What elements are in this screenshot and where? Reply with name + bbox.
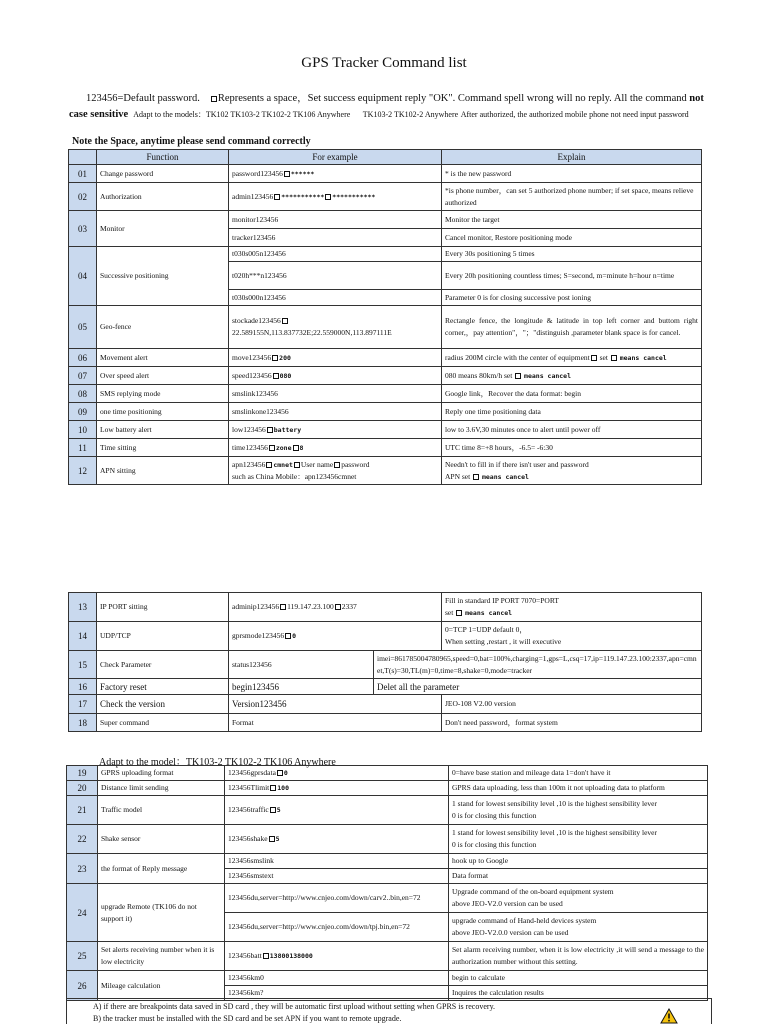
row-example: t020h***n123456	[229, 262, 442, 290]
table-row	[67, 942, 708, 971]
row-explain: 1 stand for lowest sensibility level ,10 is the highest sensibility lever 0 is for closing this function	[449, 825, 708, 854]
space-box-icon	[473, 474, 479, 480]
row-number: 12	[69, 457, 97, 485]
row-example: speed123456 080	[229, 367, 442, 385]
row-example: password123456 ******	[229, 165, 442, 183]
row-number: 14	[69, 622, 97, 651]
row-number: 13	[69, 593, 97, 622]
row-explain: Fill in standard IP PORT 7070=PORT set means cancel	[442, 593, 702, 622]
row-explain: Every 30s positioning 5 times	[442, 247, 702, 262]
space-box-icon	[294, 462, 300, 468]
row-example: 123456gprsdata 0	[225, 766, 449, 781]
intro-paragraph	[69, 91, 705, 123]
row-explain: Don't need password，format system	[442, 714, 702, 732]
row-function: Set alerts receiving number when it is low electricity	[98, 942, 225, 971]
intro-space-text: Represents a space，Set success equipment reply "OK". Command spell wrong will no reply. All the command	[217, 93, 687, 104]
row-explain: UTC time 8=+8 hours，-6.5= -6:30	[442, 439, 702, 457]
row-function: Low battery alert	[97, 421, 229, 439]
table-row	[69, 622, 702, 651]
row-example: 123456km?	[225, 986, 449, 1001]
row-explain: Upgrade command of the on-board equipment system above JEO-V2.0 version can be used	[449, 884, 708, 913]
row-explain: 080 means 80km/h set means cancel	[442, 367, 702, 385]
row-function: UDP/TCP	[97, 622, 229, 651]
row-function: APN sitting	[97, 457, 229, 485]
space-box-icon	[269, 836, 275, 842]
row-example: tracker123456	[229, 229, 442, 247]
intro-case-note: not case sensitive	[69, 93, 704, 120]
row-example: admin123456 *********** ***********	[229, 183, 442, 211]
space-box-icon	[211, 96, 217, 102]
row-number: 05	[69, 306, 97, 349]
space-note: Note the Space, anytime please send command correctly	[72, 136, 311, 147]
row-function: Shake sensor	[98, 825, 225, 854]
row-explain: Google link，Recover the data format: begin	[442, 385, 702, 403]
command-table-2	[68, 592, 702, 732]
header-explain: Explain	[442, 150, 702, 165]
row-example: stockade12345622.589155N,113.837732E;22.559000N,113.897111E	[229, 306, 442, 349]
table-row	[69, 349, 702, 367]
table-row	[69, 421, 702, 439]
table-row	[69, 306, 702, 349]
space-box-icon	[591, 355, 597, 361]
row-example: t030s005n123456	[229, 247, 442, 262]
row-example: smslinkone123456	[229, 403, 442, 421]
row-function: Mileage calculation	[98, 971, 225, 1001]
space-box-icon	[293, 445, 299, 451]
row-function: Monitor	[97, 211, 229, 247]
row-explain: 0=have base station and mileage data 1=don't have it	[449, 766, 708, 781]
row-function: Geo-fence	[97, 306, 229, 349]
row-number: 25	[67, 942, 98, 971]
table-row	[69, 651, 702, 679]
row-function: Successive positioning	[97, 247, 229, 306]
row-number: 21	[67, 796, 98, 825]
space-box-icon	[270, 785, 276, 791]
row-number: 03	[69, 211, 97, 247]
table-row	[67, 796, 708, 825]
table-row	[69, 695, 702, 714]
row-function: Authorization	[97, 183, 229, 211]
row-function: Check Parameter	[97, 651, 229, 679]
row-explain: 1 stand for lowest sensibility level ,10 is the highest sensibility lever 0 is for closing this function	[449, 796, 708, 825]
row-number: 09	[69, 403, 97, 421]
space-box-icon	[334, 462, 340, 468]
intro-adapt-models: Adapt to the models：TK102 TK103-2 TK102-2 TK106 Anywhere	[133, 110, 351, 119]
row-explain: Cancel monitor, Restore positioning mode	[442, 229, 702, 247]
row-number: 01	[69, 165, 97, 183]
row-example: apn123456 cmnet User name password such as China Mobile：apn123456cmnet	[229, 457, 442, 485]
table-row	[69, 403, 702, 421]
intro-models-2: TK103-2 TK102-2 Anywhere	[362, 110, 459, 119]
row-explain: Parameter 0 is for closing successive post ioning	[442, 290, 702, 306]
command-table-1	[68, 149, 702, 485]
space-box-icon	[263, 953, 269, 959]
table-header-blank	[69, 150, 97, 165]
row-function: Over speed alert	[97, 367, 229, 385]
space-box-icon	[273, 373, 279, 379]
row-number: 18	[69, 714, 97, 732]
row-example: smslink123456	[229, 385, 442, 403]
row-number: 22	[67, 825, 98, 854]
row-function: IP PORT sitting	[97, 593, 229, 622]
row-number: 10	[69, 421, 97, 439]
row-function: Check the version	[97, 695, 229, 714]
page-title: GPS Tracker Command list	[301, 55, 467, 71]
row-function: Traffic model	[98, 796, 225, 825]
row-number: 19	[67, 766, 98, 781]
row-number: 26	[67, 971, 98, 1001]
table-row	[69, 165, 702, 183]
row-explain: Reply one time positioning data	[442, 403, 702, 421]
table-row	[69, 247, 702, 262]
space-box-icon	[325, 194, 331, 200]
table-row	[69, 457, 702, 485]
row-explain: Data format	[449, 869, 708, 884]
table-row	[67, 854, 708, 869]
row-number: 24	[67, 884, 98, 942]
row-example: begin123456	[229, 679, 374, 695]
space-box-icon	[456, 610, 462, 616]
header-example: For example	[229, 150, 442, 165]
footnote-b: B) the tracker must be installed with the SD card and be set APN if you want to remote upgrade.	[93, 1014, 402, 1023]
header-function: Function	[97, 150, 229, 165]
space-box-icon	[335, 604, 341, 610]
row-function: Movement alert	[97, 349, 229, 367]
row-number: 23	[67, 854, 98, 884]
row-number: 16	[69, 679, 97, 695]
row-explain: begin to calculate	[449, 971, 708, 986]
table-row	[67, 971, 708, 986]
row-number: 08	[69, 385, 97, 403]
row-explain: Every 20h positioning countless times; S=second, m=minute h=hour n=time	[442, 262, 702, 290]
row-example: 123456shake 5	[225, 825, 449, 854]
row-function: Super command	[97, 714, 229, 732]
row-explain: JEO-108 V2.00 version	[442, 695, 702, 714]
row-example: 123456km0	[225, 971, 449, 986]
table-row	[69, 385, 702, 403]
row-example: 123456traffic 5	[225, 796, 449, 825]
row-explain: Set alarm receiving number, when it is low electricity ,it will send a message to the authorization number without this setting.	[449, 942, 708, 971]
space-box-icon	[284, 171, 290, 177]
row-function: SMS replying mode	[97, 385, 229, 403]
row-number: 06	[69, 349, 97, 367]
row-explain: low to 3.6V,30 minutes once to alert until power off	[442, 421, 702, 439]
row-explain: Delet all the parameter	[374, 679, 702, 695]
row-function: Factory reset	[97, 679, 229, 695]
table-row	[69, 439, 702, 457]
row-number: 02	[69, 183, 97, 211]
row-example: monitor123456	[229, 211, 442, 229]
row-explain: 0=TCP 1=UDP default 0， When setting ,restart , it will executive	[442, 622, 702, 651]
row-example: 123456smslink	[225, 854, 449, 869]
row-number: 15	[69, 651, 97, 679]
command-table-3	[66, 765, 708, 1001]
row-explain: *is phone number，can set 5 authorized phone number; if set space, means relieve authorized	[442, 183, 702, 211]
space-box-icon	[266, 462, 272, 468]
footnotes	[66, 998, 712, 1024]
space-box-icon	[277, 770, 283, 776]
row-number: 11	[69, 439, 97, 457]
table-row	[69, 367, 702, 385]
row-example: 123456batt 13800138000	[225, 942, 449, 971]
row-explain: Inquires the calculation results	[449, 986, 708, 1001]
row-explain: imei=861785004780965,speed=0,bat=100%,charging=1,gps=L,csq=17,ip=119.147.23.100:2337,apn=cmnet,T(s)=30,TL(m)=0,time=8,shake=0,mode=tracker	[374, 651, 702, 679]
row-explain: Monitor the target	[442, 211, 702, 229]
row-example: Version123456	[229, 695, 442, 714]
table-row	[67, 825, 708, 854]
row-explain: hook up to Google	[449, 854, 708, 869]
space-box-icon	[272, 355, 278, 361]
row-explain: upgrade command of Hand-held devices system above JEO-V2.0.0 version can be used	[449, 913, 708, 942]
table-row	[69, 714, 702, 732]
space-box-icon	[285, 633, 291, 639]
row-explain: radius 200M circle with the center of equipment set means cancel	[442, 349, 702, 367]
row-function: upgrade Remote (TK106 do not support it)	[98, 884, 225, 942]
intro-authorized-note: After authorized, the authorized mobile phone not need input password	[460, 110, 689, 119]
row-function: Time sitting	[97, 439, 229, 457]
row-number: 07	[69, 367, 97, 385]
row-example: low123456 battery	[229, 421, 442, 439]
footnote-a: A) if there are breakpoints data saved in SD card , they will be automatic first upload without setting when GPRS is recovery.	[93, 1002, 496, 1011]
space-box-icon	[611, 355, 617, 361]
row-example: Format	[229, 714, 442, 732]
row-number: 17	[69, 695, 97, 714]
row-example: 123456du,server=http://www.cnjeo.com/down/carv2..bin,en=72	[225, 884, 449, 913]
row-example: gprsmode123456 0	[229, 622, 442, 651]
table-row	[69, 593, 702, 622]
space-box-icon	[267, 427, 273, 433]
row-function: GPRS uploading format	[98, 766, 225, 781]
space-box-icon	[270, 807, 276, 813]
row-example: t030s000n123456	[229, 290, 442, 306]
space-box-icon	[515, 373, 521, 379]
row-explain: GPRS data uploading, less than 100m it not uploading data to platform	[449, 781, 708, 796]
table-row	[69, 183, 702, 211]
intro-default-password: 123456=Default password.	[86, 93, 200, 104]
row-explain: Needn't to fill in if there isn't user and password APN set means cancel	[442, 457, 702, 485]
table-row	[67, 884, 708, 913]
row-function: one time positioning	[97, 403, 229, 421]
row-example: move123456 200	[229, 349, 442, 367]
row-number: 04	[69, 247, 97, 306]
row-explain: Rectangle fence, the longitude & latitude in top left corner and buttom right corner,，pay attention"，"；"distinguish ,parameter blank space is for cancel.	[442, 306, 702, 349]
row-example: status123456	[229, 651, 374, 679]
space-box-icon	[282, 318, 288, 324]
row-function: the format of Reply message	[98, 854, 225, 884]
row-example: 123456du,server=http://www.cnjeo.com/down/tpj.bin,en=72	[225, 913, 449, 942]
table-row	[67, 781, 708, 796]
table-row	[67, 766, 708, 781]
row-explain: * is the new password	[442, 165, 702, 183]
space-box-icon	[269, 445, 275, 451]
warning-triangle-icon	[660, 1008, 678, 1024]
adapt-models-heading: Adapt to the model：TK103-2 TK102-2 TK106 Anywhere	[99, 757, 336, 768]
row-example: 123456smstext	[225, 869, 449, 884]
row-example: 123456Tlimit 100	[225, 781, 449, 796]
row-function: Change password	[97, 165, 229, 183]
space-box-icon	[280, 604, 286, 610]
row-number: 20	[67, 781, 98, 796]
table-row	[69, 211, 702, 229]
table-row	[69, 679, 702, 695]
space-box-icon	[274, 194, 280, 200]
row-example: time123456 zone 8	[229, 439, 442, 457]
row-function: Distance limit sending	[98, 781, 225, 796]
row-example: adminip123456 119.147.23.100 2337	[229, 593, 442, 622]
